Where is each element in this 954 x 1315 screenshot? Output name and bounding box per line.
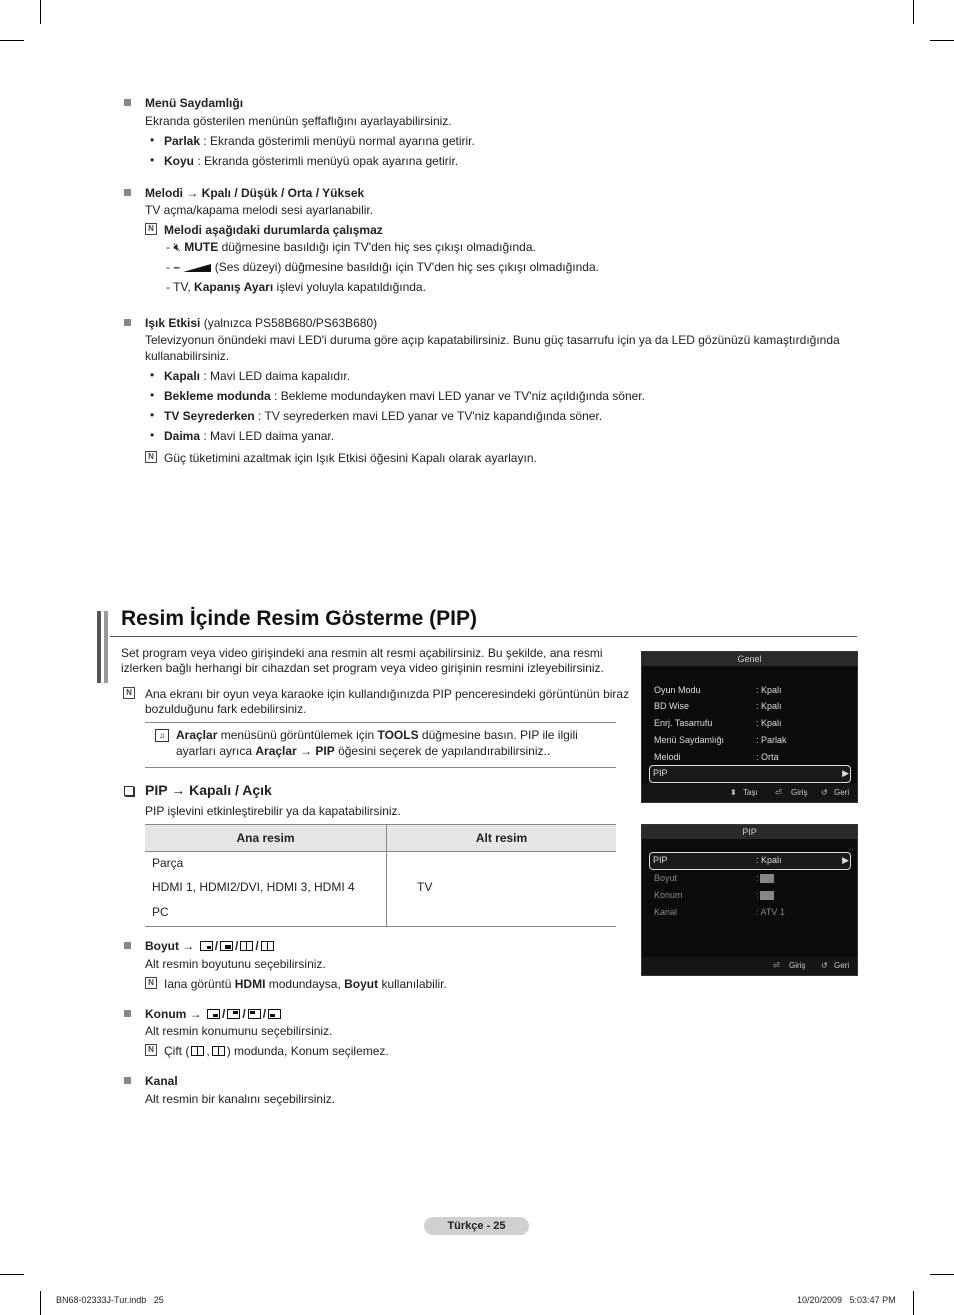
list-item: Parlak : Ekranda gösterimli menüyü normal ayarına getirir. [164,134,475,148]
section-desc: Televizyonun önündeki mavi LED'i duruma göre açıp kapatabilirsiniz. Bunu güç tasarrufu için ya da LED gözünüzü kamaştırdığında [145,333,840,347]
table-cell: Parça [152,856,184,870]
mute-icon: 🔇︎ [173,240,181,254]
bullet-dot: • [150,408,155,422]
section-title: Işık Etkisi (yalnızca PS58B680/PS63B680) [145,316,378,330]
note-icon: N [123,687,135,699]
table-cell: TV [417,880,433,894]
note-title: Melodi aşağıdaki durumlarda çalışmaz [164,223,383,237]
note-text: Güç tüketimini azaltmak için Işık Etkisi öğesini Kapalı olarak ayarlayın. [164,451,537,465]
size-double-icon [240,941,253,951]
double-icon [191,1046,204,1056]
tv-menu-footer: ⬍ Taşı ⏎ Giriş ↺ Geri [642,784,857,802]
section-desc: kullanabilirsiniz. [145,349,230,363]
tv-menu-row[interactable]: Boyut : [654,871,849,885]
dash-item: - – (Ses düzeyi) düğmesine basıldığı için TV'den hiç ses çıkışı olmadığında. [166,260,599,274]
page-number-pill: Türkçe - 25 [424,1217,529,1235]
table-header: Alt resim [475,831,528,845]
bullet-dot: • [150,388,155,402]
intro-text: izlerken bağlı herhangi bir cihazdan set program veya video girişinin resmini izleyebilirsiniz. [121,661,604,675]
volume-icon [183,264,211,272]
bullet-dot: • [150,368,155,382]
tools-text: Araçlar menüsünü görüntülemek için TOOLS düğmesine basın. PIP ile ilgili [176,728,578,742]
section-title: Melodi → Kpalı / Düşük / Orta / Yüksek [145,186,365,200]
note-text: Çift ( , ) modunda, Konum seçilemez. [164,1044,389,1058]
crop-mark [930,40,954,41]
section-title: Menü Saydamlığı [145,96,244,110]
tv-menu-row[interactable]: Menü Saydamlığı : Parlak [654,735,787,745]
crop-mark [40,0,41,24]
bullet-square [124,1077,131,1084]
tv-menu-title: PIP [642,825,857,839]
bullet-dot: • [150,153,155,167]
section-desc: Alt resmin boyutunu seçebilirsiniz. [145,957,326,971]
section-title: Konum → / / / [145,1007,283,1022]
size-small-icon [200,941,213,951]
heading-bar [104,611,108,683]
position-top-right-icon [227,1009,240,1019]
tv-menu-row[interactable]: Enrj. Tasarrufu : Kpalı [654,718,782,728]
double-large-icon [212,1046,225,1056]
position-bottom-right-icon [207,1009,220,1019]
position-top-left-icon [248,1009,261,1019]
tools-icon: ♫ [155,729,169,742]
checkbox-bullet [124,786,134,796]
tv-menu-row[interactable]: BD Wise : Kpalı [654,701,782,711]
size-medium-icon [220,941,233,951]
bullet-square [124,942,131,949]
note-icon: N [145,1044,157,1056]
move-icon: ⬍ [730,788,737,797]
table-cell: HDMI 1, HDMI2/DVI, HDMI 3, HDMI 4 [152,880,355,894]
tv-menu-selected-label: PIP ▶ [653,768,849,778]
intro-text: Set program veya video girişindeki ana resmin alt resmi açabilirsiniz. Bu şekilde, ana resmi [121,646,603,660]
tv-menu-row[interactable]: Oyun Modu : Kpalı [654,685,782,695]
size-double-large-icon [261,941,274,951]
pip-table [145,824,616,927]
bullet-square [124,319,131,326]
subsection-desc: PIP işlevini etkinleştirebilir ya da kapatabilirsiniz. [145,804,401,818]
dash-item: - 🔇︎ MUTE düğmesine basıldığı için TV'den hiç ses çıkışı olmadığında. [166,240,536,254]
tv-menu-pip [641,824,858,976]
bullet-square [124,1010,131,1017]
table-cell: PC [152,905,169,919]
crop-mark [0,1274,24,1275]
arrow-right-icon: ▶ [842,855,849,865]
footer-timestamp: 10/20/2009 5:03:47 PM [797,1295,896,1305]
section-title: Kanal [145,1074,178,1088]
return-icon: ↺ [821,961,828,970]
bullet-dot: • [150,428,155,442]
list-item: Kapalı : Mavi LED daima kapalıdır. [164,369,351,383]
section-desc: TV açma/kapama melodi sesi ayarlanabilir. [145,203,374,217]
crop-mark [40,1291,41,1315]
footer-file: BN68-02333J-Tur.indb 25 [56,1295,164,1305]
tv-menu-selected-label: PIP : Kpalı ▶ [653,855,849,865]
list-item: Daima : Mavi LED daima yanar. [164,429,335,443]
section-desc: Alt resmin konumunu seçebilirsiniz. [145,1024,333,1038]
arrow-right-icon: ▶ [842,768,849,778]
crop-mark [930,1274,954,1275]
list-item: TV Seyrederken : TV seyrederken mavi LED yanar ve TV'niz kapandığında söner. [164,409,603,423]
tv-menu-row[interactable]: Kanal : ATV 1 [654,907,785,917]
section-title: Boyut → / / / [145,939,276,954]
heading-bar [97,611,101,683]
section-desc: Alt resmin bir kanalını seçebilirsiniz. [145,1092,336,1106]
subsection-title: PIP → Kapalı / Açık [145,782,272,798]
tv-menu-footer: ⏎ Giriş ↺ Geri [642,957,857,975]
section-desc: Ekranda gösterilen menünün şeffaflığını ayarlayabilirsiniz. [145,114,452,128]
table-header: Ana resim [236,831,295,845]
note-text: bozulduğunu fark edebilirsiniz. [145,702,307,716]
dash-item: - TV, Kapanış Ayarı işlevi yoluyla kapatıldığında. [166,280,426,294]
return-icon: ↺ [821,788,828,797]
position-bottom-left-icon [268,1009,281,1019]
list-item: Koyu : Ekranda gösterimli menüyü opak ayarına getirir. [164,154,459,168]
crop-mark [913,1291,914,1315]
note-text: Ana ekranı bir oyun veya karaoke için kullandığınızda PIP penceresindeki görüntünün biraz [145,687,630,701]
note-icon: N [145,451,157,463]
tv-menu-row[interactable]: Konum : [654,888,849,902]
page-title: Resim İçinde Resim Gösterme (PIP) [121,607,477,630]
crop-mark [0,40,24,41]
bullet-square [124,189,131,196]
tv-menu-title: Genel [642,652,857,666]
note-icon: N [145,223,157,235]
list-item: Bekleme modunda : Bekleme modundayken mavi LED yanar ve TV'niz açıldığında söner. [164,389,645,403]
note-icon: N [145,977,157,989]
enter-icon: ⏎ [773,961,780,970]
note-text: Iana görüntü HDMI modundaysa, Boyut kullanılabilir. [164,977,447,991]
size-swatch-icon [760,874,774,883]
tv-menu-genel [641,651,858,803]
bullet-square [124,99,131,106]
heading-rule [110,636,857,637]
enter-icon: ⏎ [775,788,782,797]
bullet-dot: • [150,133,155,147]
tv-menu-row[interactable]: Melodi : Orta [654,752,779,762]
tools-text: ayarları ayrıca Araçlar → PIP öğesini seçerek de yapılandırabilirsiniz.. [176,744,551,758]
crop-mark [913,0,914,24]
position-swatch-icon [760,891,774,900]
